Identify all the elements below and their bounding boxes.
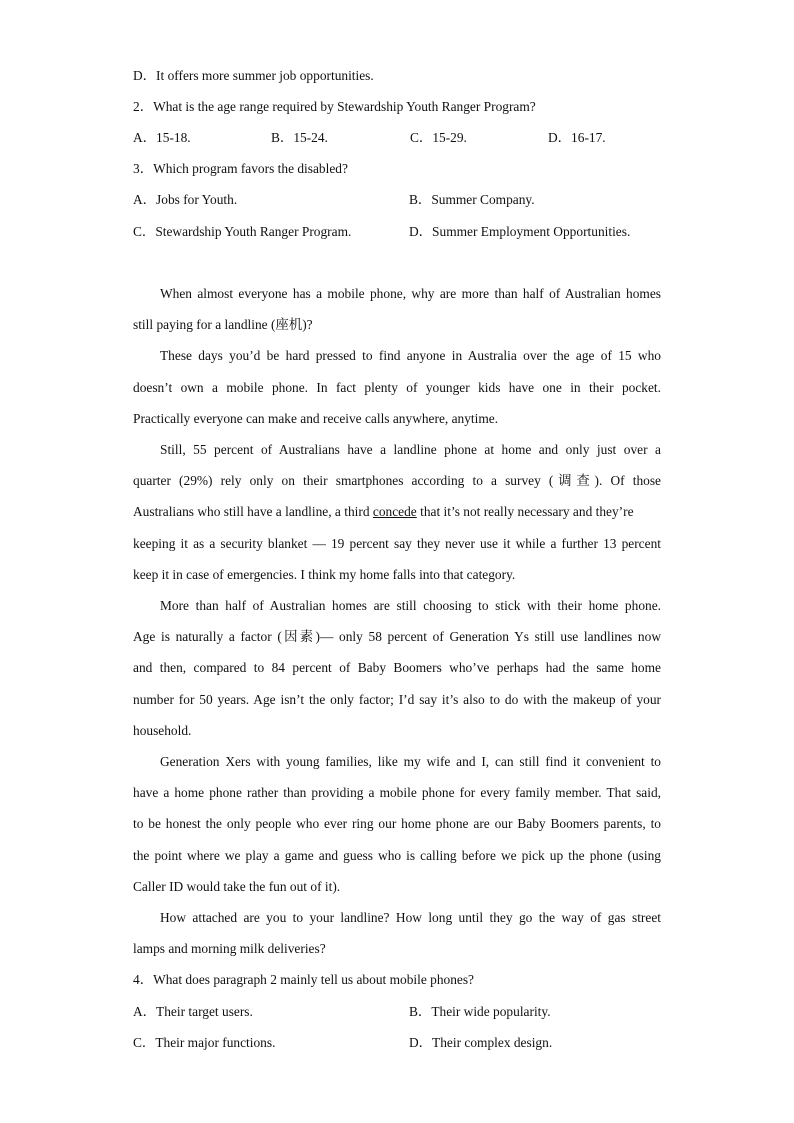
q2-option-a: A．15-18.	[133, 130, 191, 145]
passage-p1-line-2: still paying for a landline (座机)?	[133, 317, 313, 332]
q3-option-c: C．Stewardship Youth Ranger Program.	[133, 224, 352, 239]
passage-p3-line-3	[133, 502, 661, 522]
passage-p4-line-3: and then, compared to 84 percent of Baby Boomers who’ve perhaps had the same home	[133, 660, 661, 675]
q4-option-c: C．Their major functions.	[133, 1035, 276, 1050]
passage-p3-line-4: keeping it as a security blanket — 19 percent say they never use it while a further 13 percent	[133, 536, 661, 551]
q3-stem: 3．Which program favors the disabled?	[133, 161, 348, 176]
passage-p5-line-1: Generation Xers with young families, like my wife and I, can still find it convenient to	[160, 754, 661, 769]
passage-p6-line-1: How attached are you to your landline? How long until they go the way of gas street	[160, 910, 661, 925]
q4-option-b: B．Their wide popularity.	[409, 1004, 551, 1019]
q3-option-a: A．Jobs for Youth.	[133, 192, 238, 207]
passage-p6-line-2: lamps and morning milk deliveries?	[133, 941, 326, 956]
underlined-word-concede: concede	[372, 504, 417, 519]
q4-option-d: D．Their complex design.	[409, 1035, 553, 1050]
passage-p3-line-2: quarter (29%) rely only on their smartphones according to a survey (调查). Of those	[133, 473, 661, 488]
q2-option-d: D．16-17.	[548, 130, 606, 145]
passage-p3-line-3-rest: that it’s not really necessary and they’re	[420, 504, 634, 519]
q2-stem: 2．What is the age range required by Stewardship Youth Ranger Program?	[133, 99, 536, 114]
passage-p2-line-3: Practically everyone can make and receive calls anywhere, anytime.	[133, 411, 499, 426]
passage-p5-line-5: Caller ID would take the fun out of it).	[133, 879, 341, 894]
passage-p3-line-1: Still, 55 percent of Australians have a landline phone at home and only just over a	[160, 442, 661, 457]
q2-option-b: B．15-24.	[271, 130, 328, 145]
passage-p4-line-1: More than half of Australian homes are still choosing to stick with their home phone.	[160, 598, 661, 613]
passage-p4-line-2: Age is naturally a factor (因素)— only 58 percent of Generation Ys still use landlines now	[133, 629, 661, 644]
passage-p2-line-2: doesn’t own a mobile phone. In fact plenty of younger kids have one in their pocket.	[133, 380, 661, 395]
passage-p4-line-4: number for 50 years. Age isn’t the only factor; I’d say it’s also to do with the makeup of your	[133, 692, 661, 707]
q2-option-c: C．15-29.	[410, 130, 467, 145]
q4-option-a: A．Their target users.	[133, 1004, 253, 1019]
q3-option-d: D．Summer Employment Opportunities.	[409, 224, 631, 239]
passage-p5-line-4: the point where we play a game and guess who is calling before we pick up the phone (using	[133, 848, 661, 863]
q1-option-d: D．It offers more summer job opportunities.	[133, 68, 374, 83]
q4-stem: 4．What does paragraph 2 mainly tell us about mobile phones?	[133, 972, 475, 987]
passage-p5-line-3: to be honest the only people who ever ring our home phone are our Baby Boomers parents, to	[133, 816, 661, 831]
q3-option-b: B．Summer Company.	[409, 192, 535, 207]
passage-p2-line-1: These days you’d be hard pressed to find anyone in Australia over the age of 15 who	[160, 348, 661, 363]
passage-p3-line-5: keep it in case of emergencies. I think my home falls into that category.	[133, 567, 516, 582]
passage-p5-line-2: have a home phone rather than providing a mobile phone for every family member. That said,	[133, 785, 661, 800]
passage-p1-line-1: When almost everyone has a mobile phone, why are more than half of Australian homes	[160, 286, 661, 301]
passage-p4-line-5: household.	[133, 723, 192, 738]
passage-p3-line-3-prefix: Australians who still have a landline, a third	[133, 504, 373, 519]
